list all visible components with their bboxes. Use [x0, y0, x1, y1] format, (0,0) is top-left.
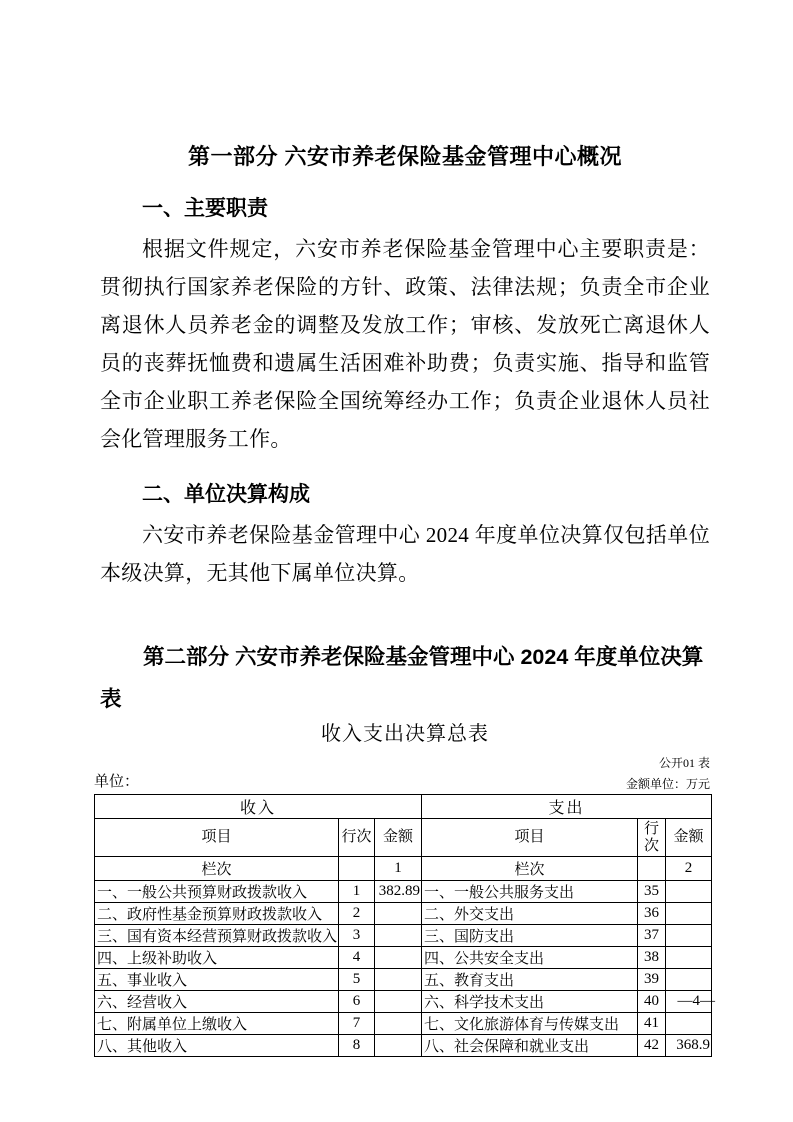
expenditure-amount-cell [666, 881, 712, 903]
income-amount-cell [375, 1013, 422, 1035]
table-row [95, 991, 712, 1013]
income-amount-header: 金额 [375, 819, 422, 857]
expenditure-item-header: 项目 [422, 819, 638, 857]
expenditure-item-cell: 一、一般公共服务支出 [422, 881, 638, 903]
income-line-cell: 2 [339, 903, 375, 925]
table-row [95, 1013, 712, 1035]
income-item-cell: 三、国有资本经营预算财政拨款收入 [95, 925, 339, 947]
expenditure-item-cell: 六、科学技术支出 [422, 991, 638, 1013]
table-row [95, 925, 712, 947]
income-lanci-label: 栏次 [95, 857, 339, 881]
income-item-cell: 四、上级补助收入 [95, 947, 339, 969]
expenditure-lanci-line [638, 857, 666, 881]
income-line-cell: 1 [339, 881, 375, 903]
expenditure-amount-cell: 368.9 [666, 1035, 712, 1057]
expenditure-group-header: 支出 [422, 795, 712, 819]
income-item-cell: 六、经营收入 [95, 991, 339, 1013]
income-item-cell: 一、一般公共预算财政拨款收入 [95, 881, 339, 903]
expenditure-item-cell: 八、社会保障和就业支出 [422, 1035, 638, 1057]
table-lanci-row [95, 857, 712, 881]
expenditure-line-header: 行次 [638, 819, 666, 857]
expenditure-line-cell: 41 [638, 1013, 666, 1035]
table-row [95, 1035, 712, 1057]
table-row [95, 881, 712, 903]
expenditure-amount-cell [666, 925, 712, 947]
part2-title-line2: 表 [100, 687, 122, 711]
income-line-cell: 8 [339, 1035, 375, 1057]
expenditure-item-cell: 七、文化旅游体育与传媒支出 [422, 1013, 638, 1035]
section1-paragraph: 根据文件规定，六安市养老保险基金管理中心主要职责是：贯彻执行国家养老保险的方针、政策、法律法规；负责全市企业离退休人员养老金的调整及发放工作；审核、发放死亡离退休人员的丧葬抚恤费和遗属生活困难补助费；负责实施、指导和监管全市企业职工养老保险全国统筹经办工作；负责企业退休人员社会化管理服务工作。 [100, 237, 710, 451]
expenditure-line-cell: 40 [638, 991, 666, 1013]
expenditure-item-cell: 四、公共安全支出 [422, 947, 638, 969]
expenditure-line-cell: 38 [638, 947, 666, 969]
expenditure-line-cell: 37 [638, 925, 666, 947]
table-meta-row [94, 773, 710, 792]
expenditure-amount-cell [666, 947, 712, 969]
income-line-cell: 4 [339, 947, 375, 969]
income-lanci-line [339, 857, 375, 881]
income-line-cell: 7 [339, 1013, 375, 1035]
income-expenditure-summary-table [94, 794, 712, 1057]
expenditure-lanci-label: 栏次 [422, 857, 638, 881]
income-item-header: 项目 [95, 819, 339, 857]
expenditure-line-cell: 35 [638, 881, 666, 903]
table-row [95, 969, 712, 991]
expenditure-amount-cell [666, 1013, 712, 1035]
table-row [95, 903, 712, 925]
table-column-header-row [95, 819, 712, 857]
amount-unit-label: 金额单位：万元 [625, 777, 710, 791]
income-amount-cell: 382.89 [375, 881, 422, 903]
income-amount-cell [375, 947, 422, 969]
part2-title [100, 636, 710, 720]
income-line-cell: 6 [339, 991, 375, 1013]
income-lanci-number: 1 [375, 857, 422, 881]
section1-heading: 一、主要职责 [142, 197, 268, 220]
table-public-tag: 公开01 表 [658, 756, 710, 770]
part2-title-line1: 第二部分 六安市养老保险基金管理中心 2024 年度单位决算 [143, 645, 704, 669]
part1-title: 第一部分 六安市养老保险基金管理中心概况 [187, 144, 623, 169]
income-line-cell: 5 [339, 969, 375, 991]
expenditure-item-cell: 二、外交支出 [422, 903, 638, 925]
expenditure-amount-cell [666, 969, 712, 991]
page-number: —4— [677, 993, 715, 1009]
expenditure-item-cell: 五、教育支出 [422, 969, 638, 991]
income-amount-cell [375, 925, 422, 947]
table-row [95, 947, 712, 969]
expenditure-item-cell: 三、国防支出 [422, 925, 638, 947]
section2-paragraph: 六安市养老保险基金管理中心 2024 年度单位决算仅包括单位本级决算，无其他下属单位决算。 [100, 523, 710, 585]
expenditure-lanci-number: 2 [666, 857, 712, 881]
table-title: 收入支出决算总表 [321, 723, 489, 745]
income-item-cell: 七、附属单位上缴收入 [95, 1013, 339, 1035]
income-amount-cell [375, 969, 422, 991]
income-item-cell: 八、其他收入 [95, 1035, 339, 1057]
expenditure-line-cell: 42 [638, 1035, 666, 1057]
income-amount-cell [375, 991, 422, 1013]
income-item-cell: 二、政府性基金预算财政拨款收入 [95, 903, 339, 925]
expenditure-line-cell: 36 [638, 903, 666, 925]
expenditure-amount-cell [666, 903, 712, 925]
expenditure-line-cell: 39 [638, 969, 666, 991]
income-amount-cell [375, 1035, 422, 1057]
unit-label: 单位： [94, 774, 140, 790]
expenditure-amount-header: 金额 [666, 819, 712, 857]
table-group-header-row [95, 795, 712, 819]
income-amount-cell [375, 903, 422, 925]
section2-heading: 二、单位决算构成 [142, 483, 310, 506]
income-line-cell: 3 [339, 925, 375, 947]
income-group-header: 收入 [95, 795, 422, 819]
income-line-header: 行次 [339, 819, 375, 857]
income-item-cell: 五、事业收入 [95, 969, 339, 991]
